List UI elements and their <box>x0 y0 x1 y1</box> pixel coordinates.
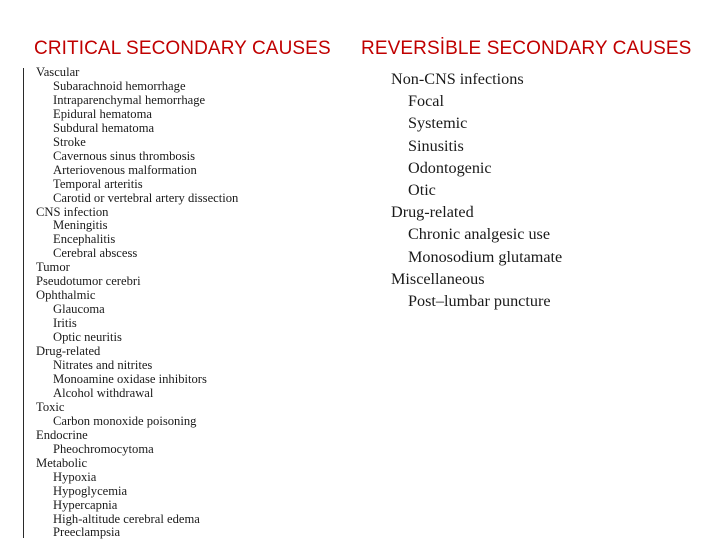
cause-category: Drug-related <box>391 203 474 222</box>
cause-item: Otic <box>408 181 436 200</box>
cause-item: Optic neuritis <box>53 330 122 345</box>
cause-item: Intraparenchymal hemorrhage <box>53 92 206 107</box>
reversible-causes-list <box>391 68 562 312</box>
reversible-causes-heading: REVERSİBLE SECONDARY CAUSES <box>361 38 692 59</box>
cause-item: Glaucoma <box>53 302 105 317</box>
cause-category: Toxic <box>36 399 65 414</box>
cause-item: Pheochromocytoma <box>53 441 154 456</box>
critical-causes-heading: CRITICAL SECONDARY CAUSES <box>34 38 331 59</box>
cause-item: Hypoglycemia <box>53 483 128 498</box>
cause-item: Chronic analgesic use <box>408 225 551 244</box>
cause-category: Pseudotumor cerebri <box>36 274 141 289</box>
cause-item: Cavernous sinus thrombosis <box>53 148 196 163</box>
cause-item: Carotid or vertebral artery dissection <box>53 190 239 205</box>
cause-category: Miscellaneous <box>391 269 485 288</box>
cause-item: Arteriovenous malformation <box>53 162 197 177</box>
cause-item: Focal <box>408 92 444 111</box>
cause-item: Systemic <box>408 114 468 133</box>
critical-causes-list <box>36 66 238 540</box>
cause-item: Hypoxia <box>53 469 97 484</box>
cause-item: Monoamine oxidase inhibitors <box>53 371 207 386</box>
cause-category: CNS infection <box>36 204 109 219</box>
cause-item: Odontogenic <box>408 158 492 177</box>
cause-item: Temporal arteritis <box>53 176 143 191</box>
cause-item: Subarachnoid hemorrhage <box>53 78 186 93</box>
cause-item: Subdural hematoma <box>53 120 155 135</box>
cause-item: High-altitude cerebral edema <box>53 511 200 526</box>
cause-category: Endocrine <box>36 427 88 442</box>
cause-category: Drug-related <box>36 344 101 359</box>
cause-category: Tumor <box>36 260 70 275</box>
cause-category: Vascular <box>36 65 80 79</box>
cause-item: Meningitis <box>53 218 108 233</box>
cause-category: Ophthalmic <box>36 288 96 303</box>
cause-item: Encephalitis <box>53 232 116 247</box>
cause-item: Nitrates and nitrites <box>53 358 153 373</box>
cause-item: Hypercapnia <box>53 497 118 512</box>
cause-item: Stroke <box>53 134 86 149</box>
cause-item: Carbon monoxide poisoning <box>53 413 197 428</box>
cause-category: Non-CNS infections <box>391 70 524 88</box>
cause-item: Cerebral abscess <box>53 246 138 261</box>
cause-item: Epidural hematoma <box>53 106 152 121</box>
cause-item: Monosodium glutamate <box>408 247 563 266</box>
cause-item: Preeclampsia <box>53 525 121 540</box>
scan-edge-line <box>23 68 24 538</box>
cause-item: Post–lumbar puncture <box>408 292 551 311</box>
cause-item: Iritis <box>53 316 77 331</box>
cause-item: Sinusitis <box>408 136 464 155</box>
cause-item: Alcohol withdrawal <box>53 385 154 400</box>
cause-category: Metabolic <box>36 455 88 470</box>
